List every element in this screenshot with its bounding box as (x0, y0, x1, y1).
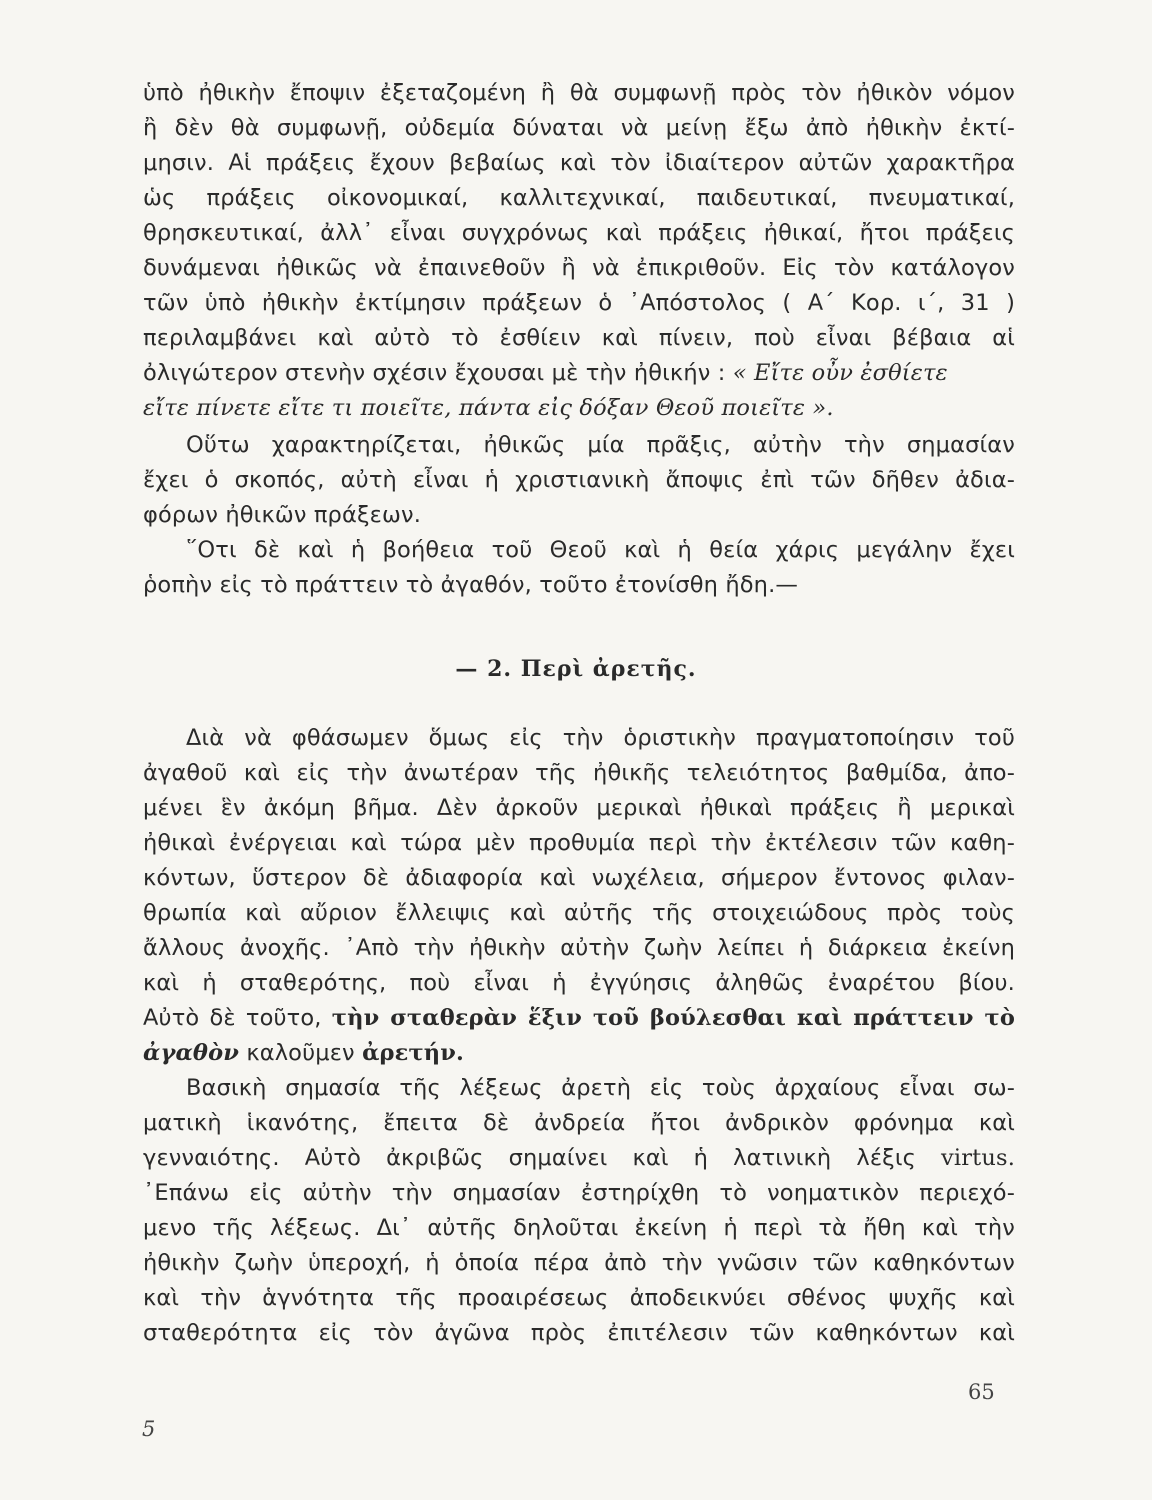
text-line: κόντων, ὕστερον δὲ ἀδιαφορία καὶ νωχέλεια, σήμερον ἔντονος φιλαν- (143, 865, 1015, 891)
text-line: ᾿Επάνω εἰς αὐτὴν τὴν σημασίαν ἐστηρίχθη τὸ νοηματικὸν περιεχό- (143, 1180, 1015, 1206)
text-line: τῶν ὑπὸ ἠθικὴν ἐκτίμησιν πράξεων ὁ ᾿Απόστολος ( Α΄ Κορ. ι΄, 31 ) (143, 290, 1015, 316)
line-text: καλοῦμεν (246, 1040, 355, 1066)
text-line: δυνάμεναι ἠθικῶς νὰ ἐπαινεθοῦν ἢ νὰ ἐπικριθοῦν. Εἰς τὸν κατάλογον (143, 255, 1015, 281)
line-text: γενναιότης. Αὐτὸ ἀκριβῶς σημαίνει καὶ ἡ λατινικὴ λέξις (143, 1145, 916, 1171)
text-line-with-emphasis (143, 1036, 1015, 1070)
text-line: θρησκευτικαί, ἀλλ᾽ εἶναι συγχρόνως καὶ πράξεις ἠθικαί, ἤτοι πράξεις (143, 220, 1015, 246)
page-number: 65 (968, 1380, 995, 1404)
text-line: ματικὴ ἱκανότης, ἔπειτα δὲ ἀνδρεία ἤτοι ἀνδρικὸν φρόνημα καὶ (143, 1110, 1015, 1136)
scripture-quote: « Εἴτε οὖν ἐσθίετε (732, 360, 948, 386)
text-line: ἠθικὴν ζωὴν ὑπεροχή, ἡ ὁποία πέρα ἀπὸ τὴν γνῶσιν τῶν καθηκόντων (143, 1250, 1015, 1276)
text-line: μησιν. Αἱ πράξεις ἔχουν βεβαίως καὶ τὸν ἰδιαίτερον αὐτῶν χαρακτῆρα (143, 150, 1015, 176)
text-line: Διὰ νὰ φθάσωμεν ὅμως εἰς τὴν ὁριστικὴν πραγματοποίησιν τοῦ (186, 725, 1015, 751)
latin-word: virtus. (941, 1145, 1015, 1171)
text-line: ἢ δὲν θὰ συμφωνῇ, οὐδεμία δύναται νὰ μείνῃ ἔξω ἀπὸ ἠθικὴν ἐκτί- (143, 115, 1015, 141)
text-line: ἄλλους ἀνοχῆς. ᾿Απὸ τὴν ἠθικὴν αὐτὴν ζωὴν λείπει ἡ διάρκεια ἐκείνη (143, 935, 1015, 961)
section-heading: — 2. Περὶ ἀρετῆς. (455, 656, 697, 682)
text-line: καὶ ἡ σταθερότης, ποὺ εἶναι ἡ ἐγγύησις ἀληθῶς ἐναρέτου βίου. (143, 970, 1015, 996)
text-line: ἔχει ὁ σκοπός, αὐτὴ εἶναι ἡ χριστιανικὴ ἄποψις ἐπὶ τῶν δῆθεν ἀδια- (143, 467, 1015, 493)
text-line: ἠθικαὶ ἐνέργειαι καὶ τώρα μὲν προθυμία περὶ τὴν ἐκτέλεσιν τῶν καθη- (143, 830, 1015, 856)
text-line: σταθερότητα εἰς τὸν ἀγῶνα πρὸς ἐπιτέλεσιν τῶν καθηκόντων καὶ (143, 1320, 1015, 1346)
text-line: θρωπία καὶ αὔριον ἔλλειψις καὶ αὐτῆς τῆς στοιχειώδους πρὸς τοὺς (143, 900, 1015, 926)
text-line: Οὕτω χαρακτηρίζεται, ἠθικῶς μία πρᾶξις, αὐτὴν τὴν σημασίαν (186, 432, 1015, 458)
line-text: Αὐτὸ δὲ τοῦτο, (143, 1005, 322, 1031)
text-line: ἀγαθοῦ καὶ εἰς τὴν ἀνωτέραν τῆς ἠθικῆς τελειότητος βαθμίδα, ἀπο- (143, 760, 1015, 786)
emphasis-text: τὴν σταθερὰν ἕξιν τοῦ βούλεσθαι καὶ πράττειν τὸ (331, 1005, 1015, 1031)
line-text: ὀλιγώτερον στενὴν σχέσιν ἔχουσαι μὲ τὴν ἠθικήν : (143, 360, 726, 386)
text-line-with-quote (143, 356, 1015, 390)
text-line: Βασικὴ σημασία τῆς λέξεως ἀρετὴ εἰς τοὺς ἀρχαίους εἶναι σω- (186, 1075, 1015, 1101)
text-line: καὶ τὴν ἁγνότητα τῆς προαιρέσεως ἀποδεικνύει σθένος ψυχῆς καὶ (143, 1285, 1015, 1311)
text-line: μενο τῆς λέξεως. Δι᾽ αὐτῆς δηλοῦται ἐκείνη ἡ περὶ τὰ ἤθη καὶ τὴν (143, 1215, 1015, 1241)
text-line: φόρων ἠθικῶν πράξεων. (143, 502, 421, 528)
text-line: ὡς πράξεις οἰκονομικαί, καλλιτεχνικαί, παιδευτικαί, πνευματικαί, (143, 185, 1015, 211)
signature-mark: 5 (142, 1417, 156, 1441)
emphasis-text: ἀρετήν. (362, 1040, 465, 1066)
text-line: μένει ἓν ἀκόμη βῆμα. Δὲν ἀρκοῦν μερικαὶ ἠθικαὶ πράξεις ἢ μερικαὶ (143, 795, 1015, 821)
scripture-quote-line: εἴτε πίνετε εἴτε τι ποιεῖτε, πάντα εἰς δόξαν Θεοῦ ποιεῖτε ». (143, 395, 834, 421)
text-line-with-latin (143, 1141, 1015, 1175)
text-line-with-emphasis (143, 1001, 1015, 1035)
text-line: ῥοπὴν εἰς τὸ πράττειν τὸ ἀγαθόν, τοῦτο ἐτονίσθη ἤδη.— (143, 572, 799, 598)
text-line: ῞Οτι δὲ καὶ ἡ βοήθεια τοῦ Θεοῦ καὶ ἡ θεία χάρις μεγάλην ἔχει (186, 537, 1015, 563)
text-line: περιλαμβάνει καὶ αὐτὸ τὸ ἐσθίειν καὶ πίνειν, ποὺ εἶναι βέβαια αἱ (143, 325, 1015, 351)
text-line: ὑπὸ ἠθικὴν ἔποψιν ἐξεταζομένη ἢ θὰ συμφωνῇ πρὸς τὸν ἠθικὸν νόμον (143, 80, 1015, 106)
emphasis-text: ἀγαθὸν (143, 1040, 240, 1066)
